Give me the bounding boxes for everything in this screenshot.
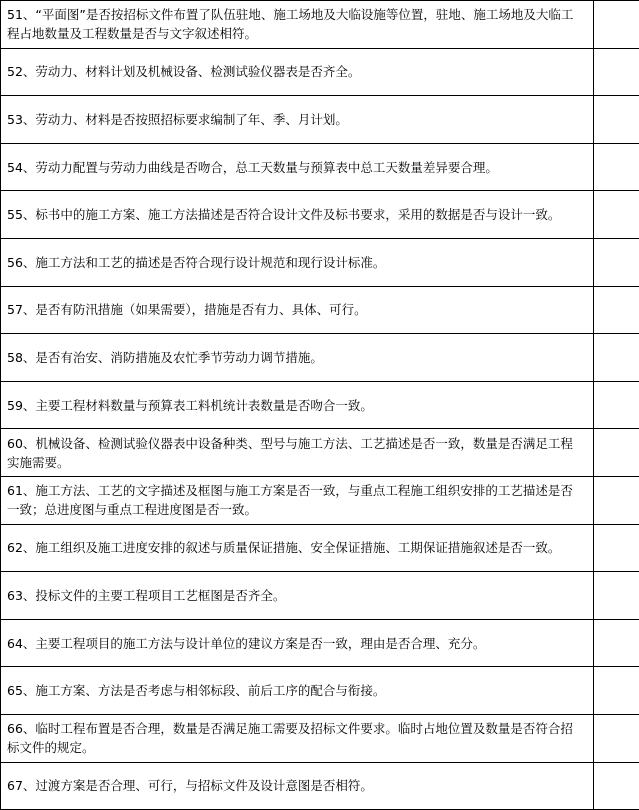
checklist-result-cell[interactable]	[594, 48, 639, 96]
checklist-item-text: 64、主要工程项目的施工方法与设计单位的建议方案是否一致，理由是否合理、充分。	[1, 619, 594, 667]
checklist-result-cell[interactable]	[594, 667, 639, 715]
checklist-item-text: 61、施工方法、工艺的文字描述及框图与施工方案是否一致，与重点工程施工组织安排的工艺描述是否一致；总进度图与重点工程进度图是否一致。	[1, 476, 594, 524]
checklist-row	[1, 48, 639, 96]
checklist-item-text: 55、标书中的施工方案、施工方法描述是否符合设计文件及标书要求，采用的数据是否与设计一致。	[1, 191, 594, 239]
checklist-row	[1, 572, 639, 620]
checklist-result-cell[interactable]	[594, 762, 639, 810]
checklist-item-text: 51、“平面图”是否按招标文件布置了队伍驻地、施工场地及大临设施等位置，驻地、施工场地及大临工程占地数量及工程数量是否与文字叙述相符。	[1, 1, 594, 49]
checklist-result-cell[interactable]	[594, 191, 639, 239]
checklist-row	[1, 143, 639, 191]
checklist-row	[1, 191, 639, 239]
checklist-row	[1, 238, 639, 286]
checklist-item-text: 56、施工方法和工艺的描述是否符合现行设计规范和现行设计标准。	[1, 238, 594, 286]
checklist-row	[1, 667, 639, 715]
checklist-row	[1, 334, 639, 382]
checklist-item-text: 58、是否有治安、消防措施及农忙季节劳动力调节措施。	[1, 334, 594, 382]
checklist-row	[1, 524, 639, 572]
checklist-row	[1, 1, 639, 49]
checklist-row	[1, 714, 639, 762]
checklist-result-cell[interactable]	[594, 334, 639, 382]
checklist-item-text: 63、投标文件的主要工程项目工艺框图是否齐全。	[1, 572, 594, 620]
checklist-item-text: 54、劳动力配置与劳动力曲线是否吻合，总工天数量与预算表中总工天数量差异要合理。	[1, 143, 594, 191]
checklist-result-cell[interactable]	[594, 96, 639, 144]
checklist-row	[1, 762, 639, 810]
checklist-item-text: 53、劳动力、材料是否按照招标要求编制了年、季、月计划。	[1, 96, 594, 144]
checklist-row	[1, 476, 639, 524]
checklist-item-text: 66、临时工程布置是否合理，数量是否满足施工需要及招标文件要求。临时占地位置及数量是否符合招标文件的规定。	[1, 714, 594, 762]
checklist-body	[1, 1, 639, 810]
checklist-item-text: 65、施工方案、方法是否考虑与相邻标段、前后工序的配合与衔接。	[1, 667, 594, 715]
checklist-row	[1, 619, 639, 667]
checklist-result-cell[interactable]	[594, 476, 639, 524]
checklist-result-cell[interactable]	[594, 429, 639, 477]
checklist-result-cell[interactable]	[594, 238, 639, 286]
checklist-result-cell[interactable]	[594, 714, 639, 762]
checklist-result-cell[interactable]	[594, 572, 639, 620]
checklist-row	[1, 286, 639, 334]
checklist-result-cell[interactable]	[594, 1, 639, 49]
checklist-result-cell[interactable]	[594, 381, 639, 429]
checklist-row	[1, 96, 639, 144]
checklist-row	[1, 381, 639, 429]
checklist-item-text: 67、过渡方案是否合理、可行，与招标文件及设计意图是否相符。	[1, 762, 594, 810]
checklist-item-text: 62、施工组织及施工进度安排的叙述与质量保证措施、安全保证措施、工期保证措施叙述是否一致。	[1, 524, 594, 572]
checklist-result-cell[interactable]	[594, 143, 639, 191]
checklist-item-text: 60、机械设备、检测试验仪器表中设备种类、型号与施工方法、工艺描述是否一致，数量是否满足工程实施需要。	[1, 429, 594, 477]
checklist-result-cell[interactable]	[594, 286, 639, 334]
checklist-item-text: 57、是否有防汛措施（如果需要），措施是否有力、具体、可行。	[1, 286, 594, 334]
checklist-item-text: 52、劳动力、材料计划及机械设备、检测试验仪器表是否齐全。	[1, 48, 594, 96]
checklist-result-cell[interactable]	[594, 619, 639, 667]
checklist-result-cell[interactable]	[594, 524, 639, 572]
checklist-row	[1, 429, 639, 477]
checklist-item-text: 59、主要工程材料数量与预算表工料机统计表数量是否吻合一致。	[1, 381, 594, 429]
